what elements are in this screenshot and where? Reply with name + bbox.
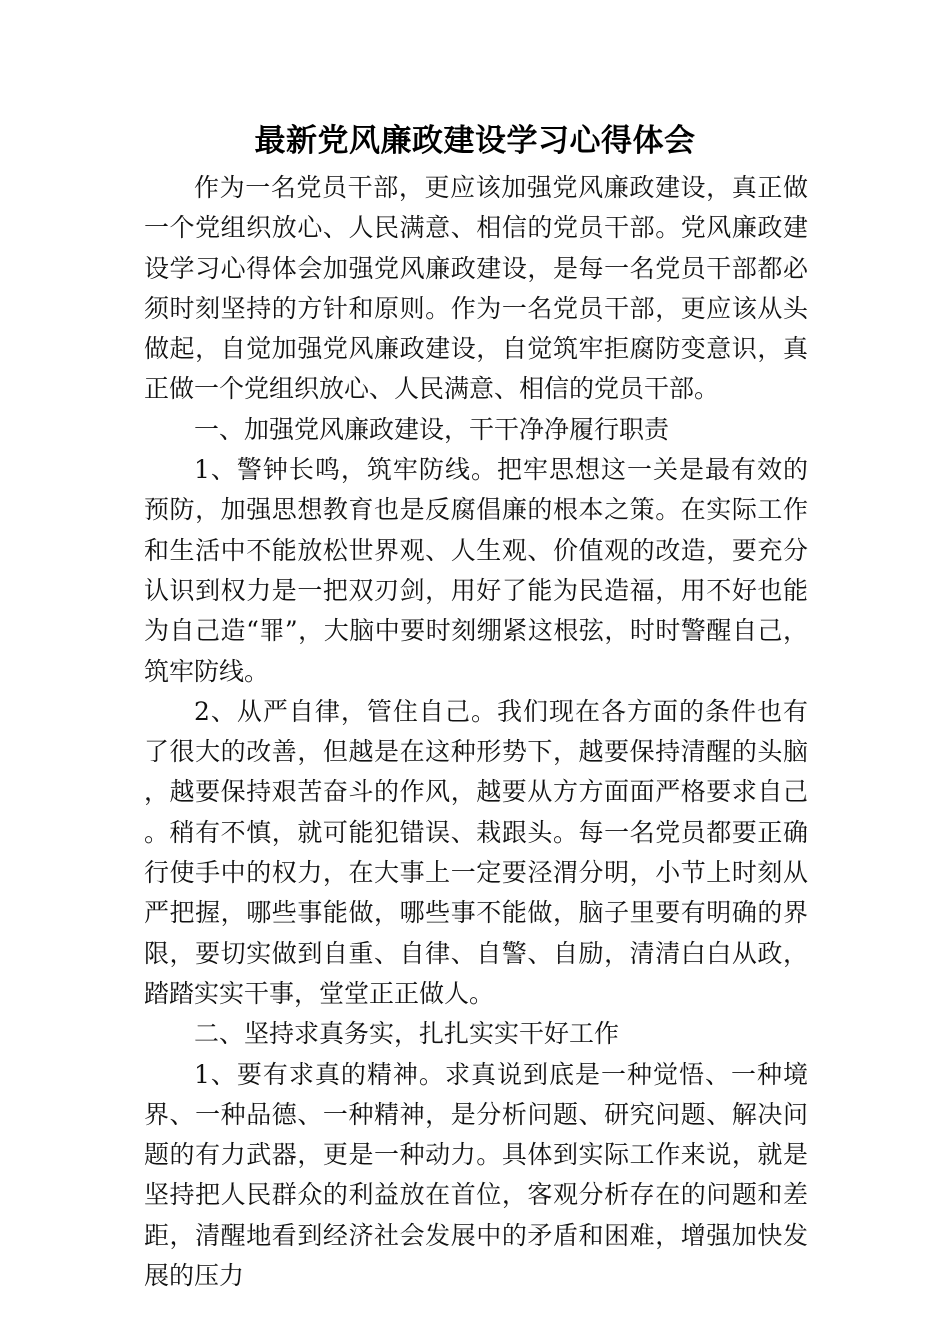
paragraph-1-2: 2、从严自律，管住自己。我们现在各方面的条件也有了很大的改善，但越是在这种形势下，越要保持清醒的头脑，越要保持艰苦奋斗的作风，越要从方方面面严格要求自己。稍有不慎，就可能犯错误、栽跟头。每一名党员都要正确行使手中的权力，在大事上一定要泾渭分明，小节上时刻从严把握，哪些事能做，哪些事不能做，脑子里要有明确的界限，要切实做到自重、自律、自警、自励，清清白白从政，踏踏实实干事，堂堂正正做人。: [144, 696, 808, 1008]
document-title: 最新党风廉政建设学习心得体会: [254, 123, 696, 159]
paragraph-intro: 作为一名党员干部，更应该加强党风廉政建设，真正做一个党组织放心、人民满意、相信的党员干部。党风廉政建设学习心得体会加强党风廉政建设，是每一名党员干部都必须时刻坚持的方针和原则。作为一名党员干部，更应该从头做起，自觉加强党风廉政建设，自觉筑牢拒腐防变意识，真正做一个党组织放心、人民满意、相信的党员干部。: [144, 173, 808, 404]
paragraph-1-1: 1、警钟长鸣，筑牢防线。把牢思想这一关是最有效的预防，加强思想教育也是反腐倡廉的根本之策。在实际工作和生活中不能放松世界观、人生观、价值观的改造，要充分认识到权力是一把双刃剑，用好了能为民造福，用不好也能为自己造“罪”，大脑中要时刻绷紧这根弦，时时警醒自己，筑牢防线。: [144, 455, 808, 686]
paragraph-2-1: 1、要有求真的精神。求真说到底是一种觉悟、一种境界、一种品德、一种精神，是分析问题、研究问题、解决问题的有力武器，更是一种动力。具体到实际工作来说，就是坚持把人民群众的利益放在首位，客观分析存在的问题和差距，清醒地看到经济社会发展中的矛盾和困难，增强加快发展的压力: [144, 1059, 808, 1291]
section-heading-1: 一、加强党风廉政建设，干干净净履行职责: [194, 414, 670, 444]
section-heading-2: 二、坚持求真务实，扎扎实实干好工作: [194, 1019, 620, 1049]
document-body: [144, 168, 808, 1296]
